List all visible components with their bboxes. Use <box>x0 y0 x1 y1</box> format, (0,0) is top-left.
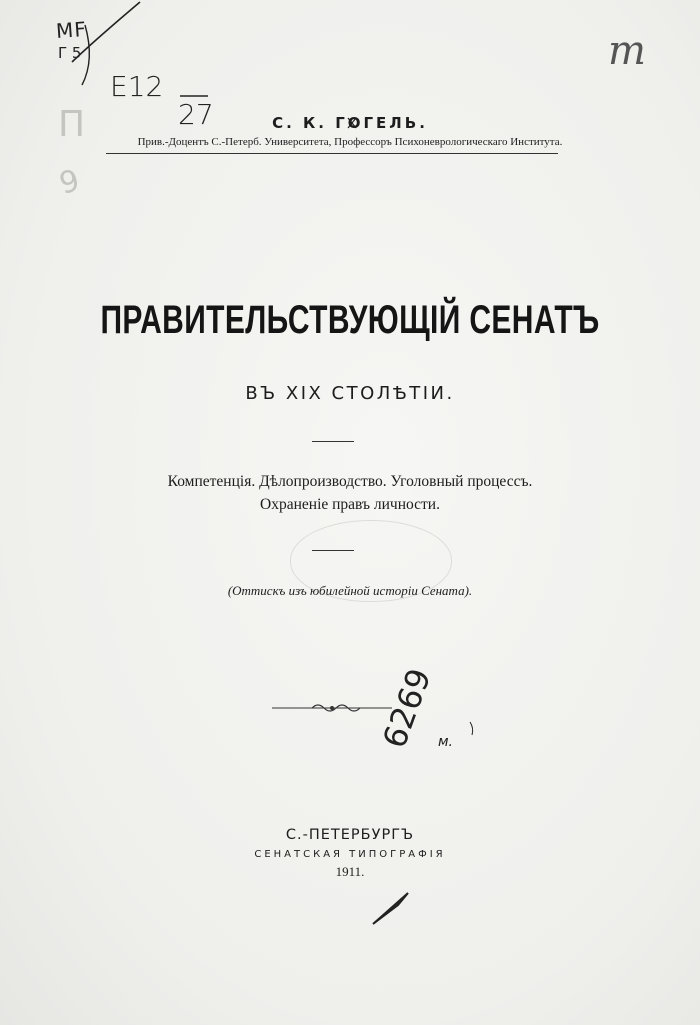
handwritten-shelfmark-27: 27 <box>178 98 214 131</box>
handwritten-shelfmark-e12: E12 <box>110 70 164 103</box>
divider-rule <box>312 441 354 442</box>
reprint-note: (Оттискъ изъ юбилейной исторіи Сената). <box>227 583 473 598</box>
faint-handwritten-p: П <box>58 104 86 145</box>
book-subtitle: ВЪ XIX СТОЛѢТІИ. <box>245 383 455 404</box>
imprint-printer: СЕНАТСКАЯ ТИПОГРАФІЯ <box>254 849 446 860</box>
affiliation-rule <box>106 153 558 154</box>
imprint-year: 1911. <box>335 864 365 879</box>
author-name: С. К. ГОГЕЛЬ. <box>272 114 428 132</box>
imprint-city: С.-ПЕТЕРБУРГЪ <box>285 827 415 843</box>
faint-handwritten-9: 9 <box>55 163 84 202</box>
handwritten-shelfmark-mf: МF <box>55 16 88 44</box>
book-title: ПРАВИТЕЛЬСТВУЮЩІЙ СЕНАТЪ <box>100 298 600 342</box>
handwritten-mark-m: m <box>608 28 646 74</box>
ornament-divider <box>272 702 392 714</box>
handwritten-inventory-number: 6269 <box>375 663 439 753</box>
topics-line: Компетенція. Дѣлопроизводство. Уголовный процессъ. <box>167 473 533 490</box>
author-affiliation: Прив.-Доцентъ С.-Петерб. Университета, Профессоръ Психоневрологическаго Института. <box>137 136 563 148</box>
handwritten-shelfmark-g5: Г 5 <box>58 44 82 62</box>
handwritten-number-suffix: м. <box>438 734 454 750</box>
topics-line: Охраненіе правъ личности. <box>260 496 440 513</box>
divider-rule <box>312 550 354 551</box>
